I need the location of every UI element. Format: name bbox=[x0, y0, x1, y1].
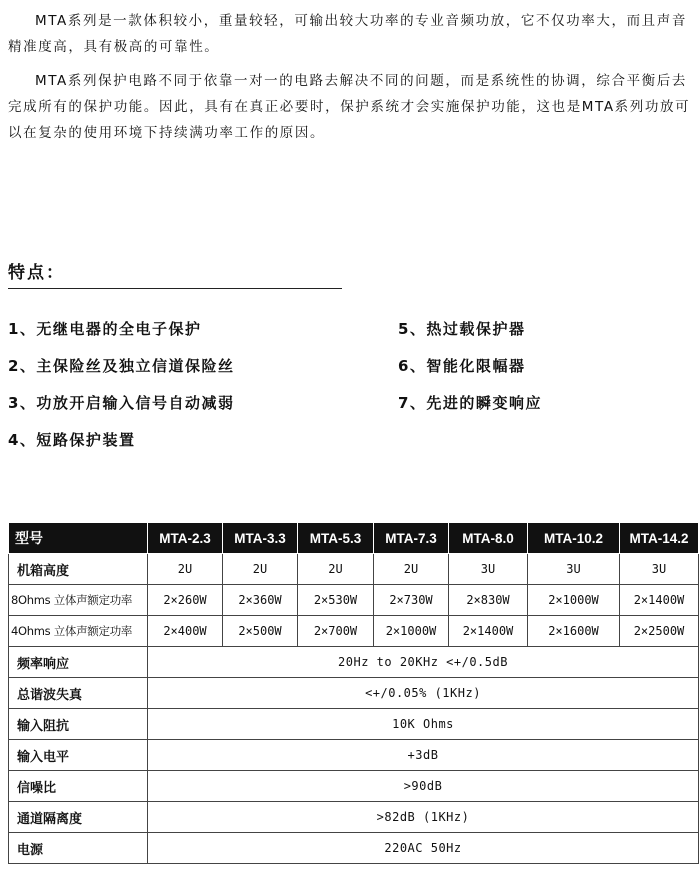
feature-item-4: 4、短路保护装置 bbox=[8, 431, 136, 449]
table-cell: 2×830W bbox=[449, 585, 528, 616]
table-row bbox=[9, 647, 699, 678]
spec-header-row bbox=[9, 523, 699, 554]
table-cell: 2×500W bbox=[223, 616, 298, 647]
intro-paragraph-2: MTA系列保护电路不同于依靠一对一的电路去解决不同的问题，而是系统性的协调，综合平衡后去完成所有的保护功能。因此，具有在真正必要时，保护系统才会实施保护功能，这也是MTA系列功放可以在复杂的使用环境下持续满功率工作的原因。 bbox=[8, 73, 691, 141]
table-cell: 2×1600W bbox=[528, 616, 620, 647]
model-header-cell: MTA-7.3 bbox=[374, 523, 449, 554]
table-cell: 2×260W bbox=[148, 585, 223, 616]
intro-section bbox=[8, 8, 692, 154]
table-cell: 2×360W bbox=[223, 585, 298, 616]
table-cell: 3U bbox=[528, 554, 620, 585]
table-cell: 2U bbox=[223, 554, 298, 585]
intro-paragraph-1: MTA系列是一款体积较小，重量较轻，可输出较大功率的专业音频功放，它不仅功率大，而且声音精准度高，具有极高的可靠性。 bbox=[8, 13, 687, 55]
row-label: 8Ohms 立体声额定功率 bbox=[9, 585, 148, 616]
row-label: 机箱高度 bbox=[9, 554, 148, 585]
table-cell: 2×2500W bbox=[620, 616, 699, 647]
table-row bbox=[9, 740, 699, 771]
spec-table bbox=[8, 522, 699, 864]
table-cell: 2×530W bbox=[298, 585, 374, 616]
table-cell: >90dB bbox=[148, 771, 699, 802]
table-row bbox=[9, 771, 699, 802]
table-row bbox=[9, 678, 699, 709]
table-cell: 2×700W bbox=[298, 616, 374, 647]
table-cell: 2×730W bbox=[374, 585, 449, 616]
table-row bbox=[9, 833, 699, 864]
model-header-cell: MTA-10.2 bbox=[528, 523, 620, 554]
model-header-cell: MTA-2.3 bbox=[148, 523, 223, 554]
feature-item-6: 6、智能化限幅器 bbox=[398, 357, 526, 375]
table-row bbox=[9, 585, 699, 616]
table-cell: 2×400W bbox=[148, 616, 223, 647]
table-cell: 220AC 50Hz bbox=[148, 833, 699, 864]
feature-item-5: 5、热过载保护器 bbox=[398, 320, 526, 338]
row-label: 频率响应 bbox=[9, 647, 148, 678]
table-cell: <+/0.05% (1KHz) bbox=[148, 678, 699, 709]
table-cell: 2×1400W bbox=[620, 585, 699, 616]
feature-item-2: 2、主保险丝及独立信道保险丝 bbox=[8, 357, 235, 375]
table-cell: 3U bbox=[620, 554, 699, 585]
feature-item-7: 7、先进的瞬变响应 bbox=[398, 394, 542, 412]
table-row bbox=[9, 554, 699, 585]
row-label: 总谐波失真 bbox=[9, 678, 148, 709]
table-row bbox=[9, 709, 699, 740]
model-header-cell: MTA-3.3 bbox=[223, 523, 298, 554]
table-cell: 20Hz to 20KHz <+/0.5dB bbox=[148, 647, 699, 678]
table-cell: 2×1400W bbox=[449, 616, 528, 647]
table-cell: 2U bbox=[374, 554, 449, 585]
model-header-cell: MTA-14.2 bbox=[620, 523, 699, 554]
row-label: 通道隔离度 bbox=[9, 802, 148, 833]
model-header-cell: MTA-8.0 bbox=[449, 523, 528, 554]
row-label: 电源 bbox=[9, 833, 148, 864]
row-label: 信噪比 bbox=[9, 771, 148, 802]
row-label: 输入阻抗 bbox=[9, 709, 148, 740]
table-cell: 10K Ohms bbox=[148, 709, 699, 740]
table-cell: 2U bbox=[148, 554, 223, 585]
row-label: 输入电平 bbox=[9, 740, 148, 771]
row-label: 4Ohms 立体声额定功率 bbox=[9, 616, 148, 647]
table-row bbox=[9, 802, 699, 833]
table-cell: +3dB bbox=[148, 740, 699, 771]
table-cell: 2×1000W bbox=[374, 616, 449, 647]
features-title: 特点： bbox=[8, 258, 342, 289]
table-cell: 2U bbox=[298, 554, 374, 585]
table-row bbox=[9, 616, 699, 647]
table-cell: 2×1000W bbox=[528, 585, 620, 616]
model-header-label: 型号 bbox=[9, 523, 148, 554]
feature-item-3: 3、功放开启输入信号自动减弱 bbox=[8, 394, 235, 412]
table-cell: 3U bbox=[449, 554, 528, 585]
model-header-cell: MTA-5.3 bbox=[298, 523, 374, 554]
feature-item-1: 1、无继电器的全电子保护 bbox=[8, 320, 202, 338]
table-cell: >82dB (1KHz) bbox=[148, 802, 699, 833]
